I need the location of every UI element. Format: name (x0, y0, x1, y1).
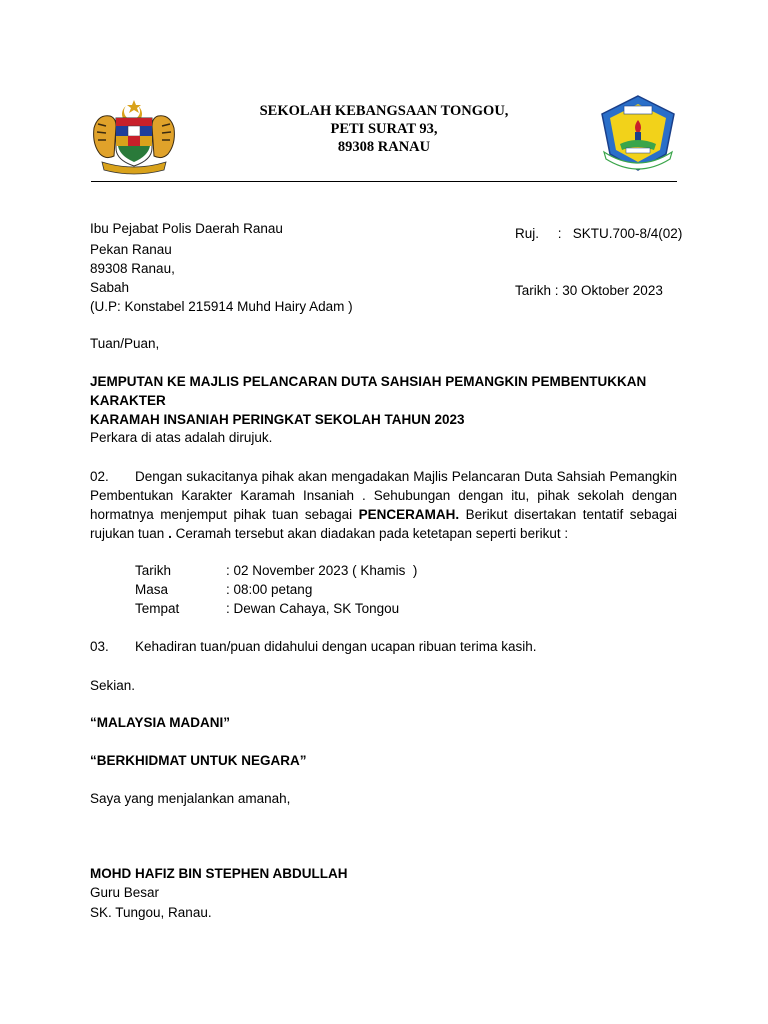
paragraph-text: Berikut disertakan tentatif sebagai rujukan tuan (90, 507, 678, 541)
schedule-label-venue: Tempat (135, 601, 180, 616)
paragraph-number: 02. (90, 469, 109, 484)
paragraph-invitation (90, 467, 677, 543)
schedule-value-date: : 02 November 2023 ( Khamis ) (226, 563, 418, 578)
school-letterhead (200, 102, 568, 156)
salutation: Tuan/Puan, (90, 336, 160, 351)
reference-block (515, 186, 682, 319)
recipient-attention: (U.P: Konstabel 215914 Muhd Hairy Adam ) (90, 299, 353, 314)
signatory-title: Guru Besar (90, 885, 160, 900)
closing: Sekian. (90, 678, 136, 693)
schedule-label-date: Tarikh (135, 563, 172, 578)
paragraph-thanks: Kehadiran tuan/puan didahului dengan ucapan ribuan terima kasih. (135, 639, 537, 654)
school-logo (596, 92, 680, 176)
trust-line: Saya yang menjalankan amanah, (90, 791, 291, 806)
motto-berkhidmat: “BERKHIDMAT UNTUK NEGARA” (90, 753, 307, 768)
schedule-value-venue: : Dewan Cahaya, SK Tongou (226, 601, 400, 616)
motto-malaysia-madani: “MALAYSIA MADANI” (90, 715, 231, 730)
school-postcode: 89308 RANAU (337, 139, 431, 155)
signatory-name: MOHD HAFIZ BIN STEPHEN ABDULLAH (90, 866, 348, 881)
paragraph-thanks-number: 03. (90, 639, 109, 654)
schedule-label-time: Masa (135, 582, 169, 597)
paragraph-text: Dengan sukacitanya pihak akan mengadakan Majlis Pelancaran Duta Sahsiah Pemangkin Pembentukan Karakter Karamah Insaniah . Sehubungan dengan itu, pihak sekolah dengan hormatnya menjemput pihak tuan sebagai (90, 469, 677, 522)
role-highlight: PENCERAMAH. (358, 507, 460, 522)
recipient-line-1: Ibu Pejabat Polis Daerah Ranau (90, 221, 283, 236)
signatory-school: SK. Tungou, Ranau. (90, 905, 212, 920)
paragraph-text: Ceramah tersebut akan diadakan pada ketetapan seperti berikut : (171, 526, 569, 541)
subject-line-2: KARAMAH INSANIAH PERINGKAT SEKOLAH TAHUN 2023 (90, 412, 465, 427)
letter-subject (90, 372, 690, 429)
school-name: SEKOLAH KEBANGSAAN TONGOU, (259, 103, 509, 119)
subject-line-1: JEMPUTAN KE MAJLIS PELANCARAN DUTA SAHSIAH PEMANGKIN PEMBENTUKKAN KARAKTER (90, 374, 647, 408)
bold-period: . (168, 526, 172, 541)
letterhead-divider (91, 181, 677, 182)
malaysia-coat-of-arms (88, 98, 180, 176)
school-po-box: PETI SURAT 93, (330, 121, 438, 137)
schedule-value-time: : 08:00 petang (226, 582, 313, 597)
recipient-line-3: 89308 Ranau, (90, 261, 175, 276)
recipient-line-4: Sabah (90, 280, 130, 295)
recipient-line-2: Pekan Ranau (90, 242, 172, 257)
letter-date: Tarikh : 30 Oktober 2023 (515, 283, 663, 298)
paragraph-reference: Perkara di atas adalah dirujuk. (90, 430, 273, 445)
reference-number: Ruj. : SKTU.700-8/4(02) (515, 226, 683, 241)
